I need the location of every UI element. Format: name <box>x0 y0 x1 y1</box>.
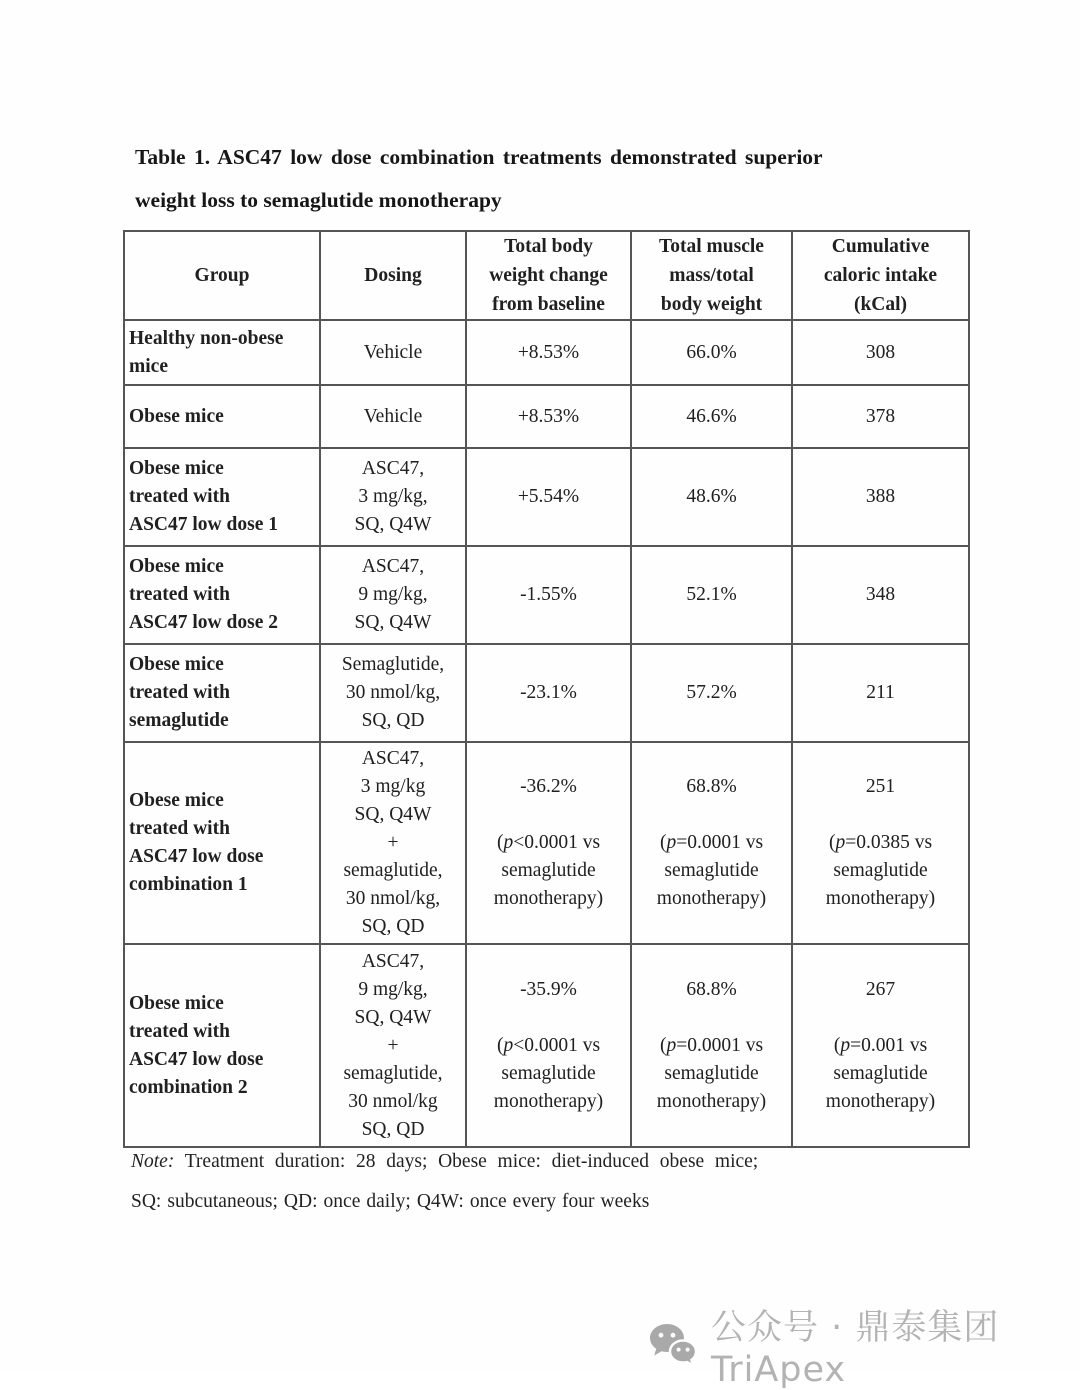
table-row <box>124 448 969 546</box>
cell-dosing: ASC47, 9 mg/kg, SQ, Q4W <box>320 546 466 644</box>
cell-caloric-intake: 251 (p=0.0385 vs semaglutide monotherapy) <box>792 742 969 944</box>
cell-group: Obese mice <box>124 385 320 448</box>
wechat-icon <box>648 1322 698 1369</box>
cell-dosing: Semaglutide, 30 nmol/kg, SQ, QD <box>320 644 466 742</box>
header-group: Group <box>124 231 320 320</box>
table-row <box>124 320 969 385</box>
header-weight-change: Total body weight change from baseline <box>466 231 631 320</box>
cell-caloric-intake: 388 <box>792 448 969 546</box>
cell-dosing: Vehicle <box>320 385 466 448</box>
cell-group: Obese mice treated with semaglutide <box>124 644 320 742</box>
cell-caloric-intake: 308 <box>792 320 969 385</box>
wechat-watermark <box>648 1300 1080 1390</box>
table-title-line-1: Table 1. ASC47 low dose combination treatments demonstrated superior <box>135 145 823 169</box>
cell-group: Obese mice treated with ASC47 low dose 2 <box>124 546 320 644</box>
note-line-2: SQ: subcutaneous; QD: once daily; Q4W: once every four weeks <box>131 1191 650 1212</box>
cell-muscle-mass: 57.2% <box>631 644 792 742</box>
note-label: Note: <box>131 1151 175 1172</box>
header-caloric-intake: Cumulative caloric intake (kCal) <box>792 231 969 320</box>
cell-dosing: ASC47, 9 mg/kg, SQ, Q4W + semaglutide, 30 nmol/kg SQ, QD <box>320 944 466 1147</box>
cell-muscle-mass: 48.6% <box>631 448 792 546</box>
cell-weight-change: -36.2% (p<0.0001 vs semaglutide monotherapy) <box>466 742 631 944</box>
table-note <box>131 1142 991 1222</box>
cell-caloric-intake: 211 <box>792 644 969 742</box>
watermark-text: 公众号 · 鼎泰集团TriApex <box>711 1308 1000 1390</box>
cell-group: Obese mice treated with ASC47 low dose combination 1 <box>124 742 320 944</box>
note-line-1-text: Treatment duration: 28 days; Obese mice: diet-induced obese mice; <box>184 1151 759 1172</box>
cell-caloric-intake: 378 <box>792 385 969 448</box>
table-title-line-2: weight loss to semaglutide monotherapy <box>135 188 502 212</box>
cell-weight-change: +5.54% <box>466 448 631 546</box>
cell-weight-change: -23.1% <box>466 644 631 742</box>
table-row <box>124 644 969 742</box>
table-row <box>124 944 969 1147</box>
table-row <box>124 742 969 944</box>
results-table <box>123 230 970 1148</box>
cell-group: Obese mice treated with ASC47 low dose 1 <box>124 448 320 546</box>
table-row <box>124 385 969 448</box>
cell-group: Healthy non-obese mice <box>124 320 320 385</box>
cell-group: Obese mice treated with ASC47 low dose combination 2 <box>124 944 320 1147</box>
cell-dosing: ASC47, 3 mg/kg, SQ, Q4W <box>320 448 466 546</box>
cell-weight-change: +8.53% <box>466 385 631 448</box>
table-title <box>135 136 980 222</box>
cell-muscle-mass: 68.8% (p=0.0001 vs semaglutide monotherapy) <box>631 742 792 944</box>
note-line-1 <box>131 1142 991 1182</box>
cell-weight-change: -35.9% (p<0.0001 vs semaglutide monotherapy) <box>466 944 631 1147</box>
cell-muscle-mass: 46.6% <box>631 385 792 448</box>
table-row <box>124 546 969 644</box>
cell-caloric-intake: 267 (p=0.001 vs semaglutide monotherapy) <box>792 944 969 1147</box>
cell-muscle-mass: 66.0% <box>631 320 792 385</box>
cell-weight-change: +8.53% <box>466 320 631 385</box>
cell-dosing: Vehicle <box>320 320 466 385</box>
header-muscle-mass: Total muscle mass/total body weight <box>631 231 792 320</box>
cell-muscle-mass: 68.8% (p=0.0001 vs semaglutide monotherapy) <box>631 944 792 1147</box>
cell-caloric-intake: 348 <box>792 546 969 644</box>
header-dosing: Dosing <box>320 231 466 320</box>
cell-dosing: ASC47, 3 mg/kg SQ, Q4W + semaglutide, 30 nmol/kg, SQ, QD <box>320 742 466 944</box>
cell-weight-change: -1.55% <box>466 546 631 644</box>
header-row <box>124 231 969 320</box>
cell-muscle-mass: 52.1% <box>631 546 792 644</box>
